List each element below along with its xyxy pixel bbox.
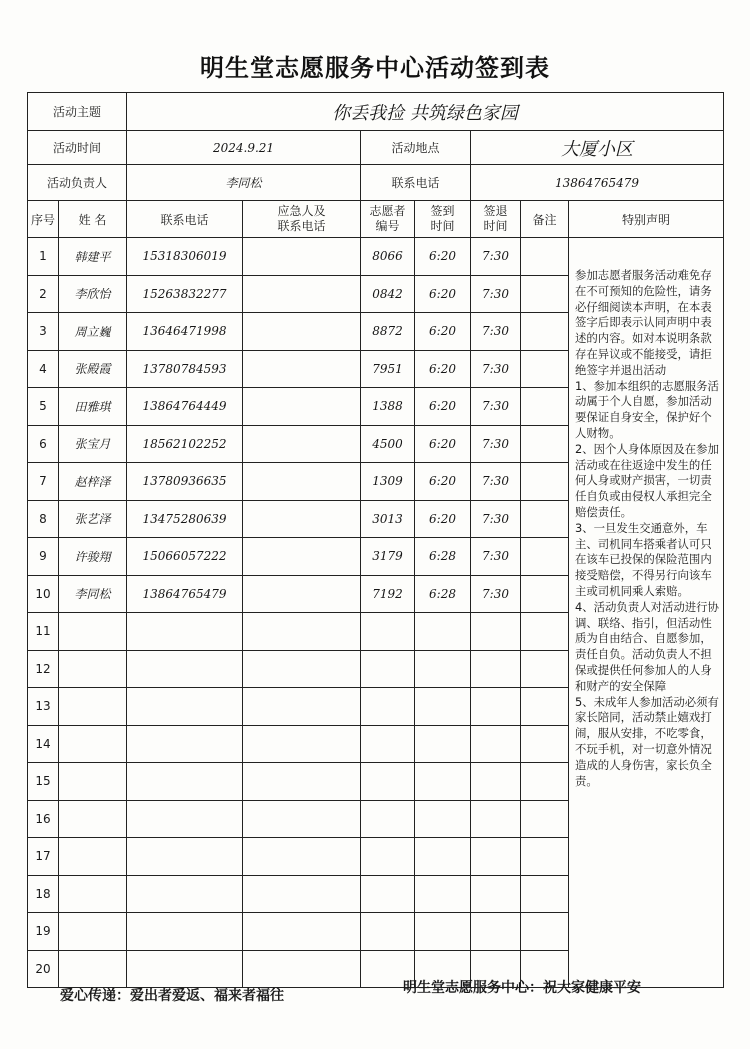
checkin-cell (415, 688, 471, 726)
header-seq: 序号 (28, 201, 59, 238)
name-cell (59, 613, 127, 651)
seq-cell: 18 (28, 875, 59, 913)
emergency-cell (243, 500, 361, 538)
checkin-cell (415, 875, 471, 913)
seq-cell: 2 (28, 275, 59, 313)
emergency-cell (243, 725, 361, 763)
note-cell (521, 463, 569, 501)
seq-cell: 5 (28, 388, 59, 426)
theme-value: 你丢我捡 共筑绿色家园 (127, 93, 724, 131)
checkin-cell: 6:28 (415, 538, 471, 576)
name-cell: 许骏翔 (59, 538, 127, 576)
emergency-cell (243, 275, 361, 313)
checkin-cell (415, 650, 471, 688)
time-value: 2024.9.21 (127, 131, 361, 165)
checkin-cell: 6:20 (415, 388, 471, 426)
volunteer-id-cell (361, 763, 415, 801)
note-cell (521, 425, 569, 463)
volunteer-id-cell (361, 800, 415, 838)
phone-cell: 13780936635 (127, 463, 243, 501)
checkout-cell (471, 725, 521, 763)
checkout-cell (471, 838, 521, 876)
phone-cell: 15318306019 (127, 238, 243, 276)
emergency-cell (243, 913, 361, 951)
place-value: 大厦小区 (471, 131, 724, 165)
header-volunteer-id: 志愿者 编号 (361, 201, 415, 238)
checkout-cell (471, 800, 521, 838)
name-cell: 田雅琪 (59, 388, 127, 426)
checkout-cell (471, 763, 521, 801)
note-cell (521, 388, 569, 426)
phone-cell: 15263832277 (127, 275, 243, 313)
seq-cell: 13 (28, 688, 59, 726)
note-cell (521, 313, 569, 351)
checkin-cell: 6:20 (415, 275, 471, 313)
name-cell (59, 838, 127, 876)
note-cell (521, 500, 569, 538)
emergency-cell (243, 313, 361, 351)
seq-cell: 12 (28, 650, 59, 688)
checkin-cell (415, 800, 471, 838)
leader-phone-value: 13864765479 (471, 165, 724, 201)
volunteer-id-cell (361, 613, 415, 651)
emergency-cell (243, 538, 361, 576)
emergency-cell (243, 613, 361, 651)
checkin-cell (415, 725, 471, 763)
seq-cell: 10 (28, 575, 59, 613)
footer-blessing: 明生堂志愿服务中心：祝大家健康平安 (403, 980, 641, 996)
volunteer-id-cell: 4500 (361, 425, 415, 463)
checkin-cell: 6:20 (415, 463, 471, 501)
note-cell (521, 575, 569, 613)
seq-cell: 8 (28, 500, 59, 538)
volunteer-id-cell: 7192 (361, 575, 415, 613)
emergency-cell (243, 350, 361, 388)
name-cell (59, 688, 127, 726)
seq-cell: 14 (28, 725, 59, 763)
phone-cell: 15066057222 (127, 538, 243, 576)
checkout-cell (471, 913, 521, 951)
seq-cell: 15 (28, 763, 59, 801)
name-cell (59, 800, 127, 838)
header-phone: 联系电话 (127, 201, 243, 238)
table-row (28, 238, 724, 276)
volunteer-id-cell: 3013 (361, 500, 415, 538)
emergency-cell (243, 875, 361, 913)
checkin-cell: 6:20 (415, 350, 471, 388)
phone-cell: 18562102252 (127, 425, 243, 463)
phone-cell (127, 650, 243, 688)
checkout-cell: 7:30 (471, 350, 521, 388)
seq-cell: 1 (28, 238, 59, 276)
phone-cell: 13864765479 (127, 575, 243, 613)
volunteer-id-cell (361, 650, 415, 688)
note-cell (521, 875, 569, 913)
seq-cell: 11 (28, 613, 59, 651)
volunteer-id-cell (361, 913, 415, 951)
phone-cell (127, 913, 243, 951)
volunteer-id-cell: 7951 (361, 350, 415, 388)
checkin-cell (415, 613, 471, 651)
checkout-cell: 7:30 (471, 388, 521, 426)
name-cell: 张殿霞 (59, 350, 127, 388)
header-checkout: 签退 时间 (471, 201, 521, 238)
header-statement: 特别声明 (569, 201, 724, 238)
checkin-cell: 6:20 (415, 238, 471, 276)
checkout-cell (471, 875, 521, 913)
emergency-cell (243, 950, 361, 988)
note-cell (521, 763, 569, 801)
name-cell: 张宝月 (59, 425, 127, 463)
phone-cell (127, 800, 243, 838)
emergency-cell (243, 763, 361, 801)
volunteer-id-cell: 3179 (361, 538, 415, 576)
phone-cell: 13646471998 (127, 313, 243, 351)
note-cell (521, 613, 569, 651)
checkout-cell: 7:30 (471, 275, 521, 313)
seq-cell: 4 (28, 350, 59, 388)
checkout-cell: 7:30 (471, 500, 521, 538)
volunteer-id-cell (361, 725, 415, 763)
name-cell: 赵梓泽 (59, 463, 127, 501)
seq-cell: 19 (28, 913, 59, 951)
note-cell (521, 800, 569, 838)
note-cell (521, 650, 569, 688)
phone-cell: 13864764449 (127, 388, 243, 426)
phone-cell (127, 688, 243, 726)
phone-cell (127, 725, 243, 763)
phone-cell (127, 613, 243, 651)
header-row (28, 201, 724, 238)
sign-in-table (27, 92, 724, 988)
checkout-cell: 7:30 (471, 575, 521, 613)
name-cell (59, 725, 127, 763)
seq-cell: 17 (28, 838, 59, 876)
name-cell (59, 913, 127, 951)
name-cell (59, 875, 127, 913)
checkin-cell: 6:20 (415, 313, 471, 351)
phone-cell (127, 838, 243, 876)
note-cell (521, 238, 569, 276)
header-note: 备注 (521, 201, 569, 238)
note-cell (521, 275, 569, 313)
checkin-cell: 6:20 (415, 500, 471, 538)
time-label: 活动时间 (28, 131, 127, 165)
header-emergency: 应急人及 联系电话 (243, 201, 361, 238)
statement-text: 参加志愿者服务活动难免存在不可预知的危险性，请务必仔细阅读本声明，在本表签字后即表示认同声明中表述的内容。如对本说明条款存在异议或不能接受，请拒绝签字并退出活动 1、参加本组织的志愿服务活动属于个人自愿，参加活动要保证自身安全，保护好个人财物。 2、因个人身体原因及在参加活动或在往返途中发生的任何人身或财产损害，一切责任自负或由侵权人承担完全赔偿责任。 3、一旦发生交通意外，车主、司机同车搭乘者认可只在该车已投保的保险范围内接受赔偿，不得另行向该车主或司机同乘人索赔。 4、活动负责人对活动进行协调、联络、指引，但活动性质为自由结合、自愿参加，责任自负。活动负责人不担保或提供任何参加人的人身和财产的安全保障 5、未成年人参加活动必须有家长陪同，活动禁止嬉戏打闹，服从安排，不吃零食，不玩手机，对一切意外情况造成的人身伤害，家长负全责。 (569, 238, 724, 988)
name-cell: 韩建平 (59, 238, 127, 276)
checkin-cell: 6:28 (415, 575, 471, 613)
leader-label: 活动负责人 (28, 165, 127, 201)
leader-value: 李同松 (127, 165, 361, 201)
theme-label: 活动主题 (28, 93, 127, 131)
emergency-cell (243, 800, 361, 838)
name-cell (59, 950, 127, 988)
checkout-cell (471, 613, 521, 651)
name-cell (59, 650, 127, 688)
phone-cell (127, 875, 243, 913)
seq-cell: 9 (28, 538, 59, 576)
volunteer-id-cell (361, 875, 415, 913)
emergency-cell (243, 425, 361, 463)
volunteer-id-cell (361, 838, 415, 876)
name-cell: 李同松 (59, 575, 127, 613)
phone-cell (127, 950, 243, 988)
checkout-cell: 7:30 (471, 313, 521, 351)
checkout-cell: 7:30 (471, 425, 521, 463)
note-cell (521, 838, 569, 876)
phone-cell: 13780784593 (127, 350, 243, 388)
emergency-cell (243, 650, 361, 688)
phone-cell: 13475280639 (127, 500, 243, 538)
checkin-cell (415, 913, 471, 951)
emergency-cell (243, 238, 361, 276)
emergency-cell (243, 838, 361, 876)
phone-cell (127, 763, 243, 801)
checkout-cell: 7:30 (471, 538, 521, 576)
leader-phone-label: 联系电话 (361, 165, 471, 201)
name-cell: 李欣怡 (59, 275, 127, 313)
emergency-cell (243, 688, 361, 726)
volunteer-id-cell (361, 688, 415, 726)
seq-cell: 7 (28, 463, 59, 501)
name-cell: 周立巍 (59, 313, 127, 351)
note-cell (521, 688, 569, 726)
footer-slogan: 爱心传递：爱出者爱返、福来者福往 (60, 988, 284, 1004)
volunteer-id-cell: 8872 (361, 313, 415, 351)
note-cell (521, 725, 569, 763)
place-label: 活动地点 (361, 131, 471, 165)
emergency-cell (243, 575, 361, 613)
note-cell (521, 350, 569, 388)
note-cell (521, 538, 569, 576)
checkin-cell (415, 763, 471, 801)
seq-cell: 3 (28, 313, 59, 351)
page-title: 明生堂志愿服务中心活动签到表 (200, 54, 550, 82)
checkout-cell: 7:30 (471, 238, 521, 276)
volunteer-id-cell: 0842 (361, 275, 415, 313)
seq-cell: 20 (28, 950, 59, 988)
header-checkin: 签到 时间 (415, 201, 471, 238)
emergency-cell (243, 388, 361, 426)
seq-cell: 6 (28, 425, 59, 463)
checkout-cell (471, 688, 521, 726)
name-cell (59, 763, 127, 801)
emergency-cell (243, 463, 361, 501)
checkout-cell (471, 650, 521, 688)
name-cell: 张艺泽 (59, 500, 127, 538)
seq-cell: 16 (28, 800, 59, 838)
volunteer-id-cell: 8066 (361, 238, 415, 276)
checkin-cell (415, 838, 471, 876)
volunteer-id-cell: 1309 (361, 463, 415, 501)
header-name: 姓 名 (59, 201, 127, 238)
checkin-cell: 6:20 (415, 425, 471, 463)
note-cell (521, 913, 569, 951)
checkout-cell: 7:30 (471, 463, 521, 501)
volunteer-id-cell: 1388 (361, 388, 415, 426)
